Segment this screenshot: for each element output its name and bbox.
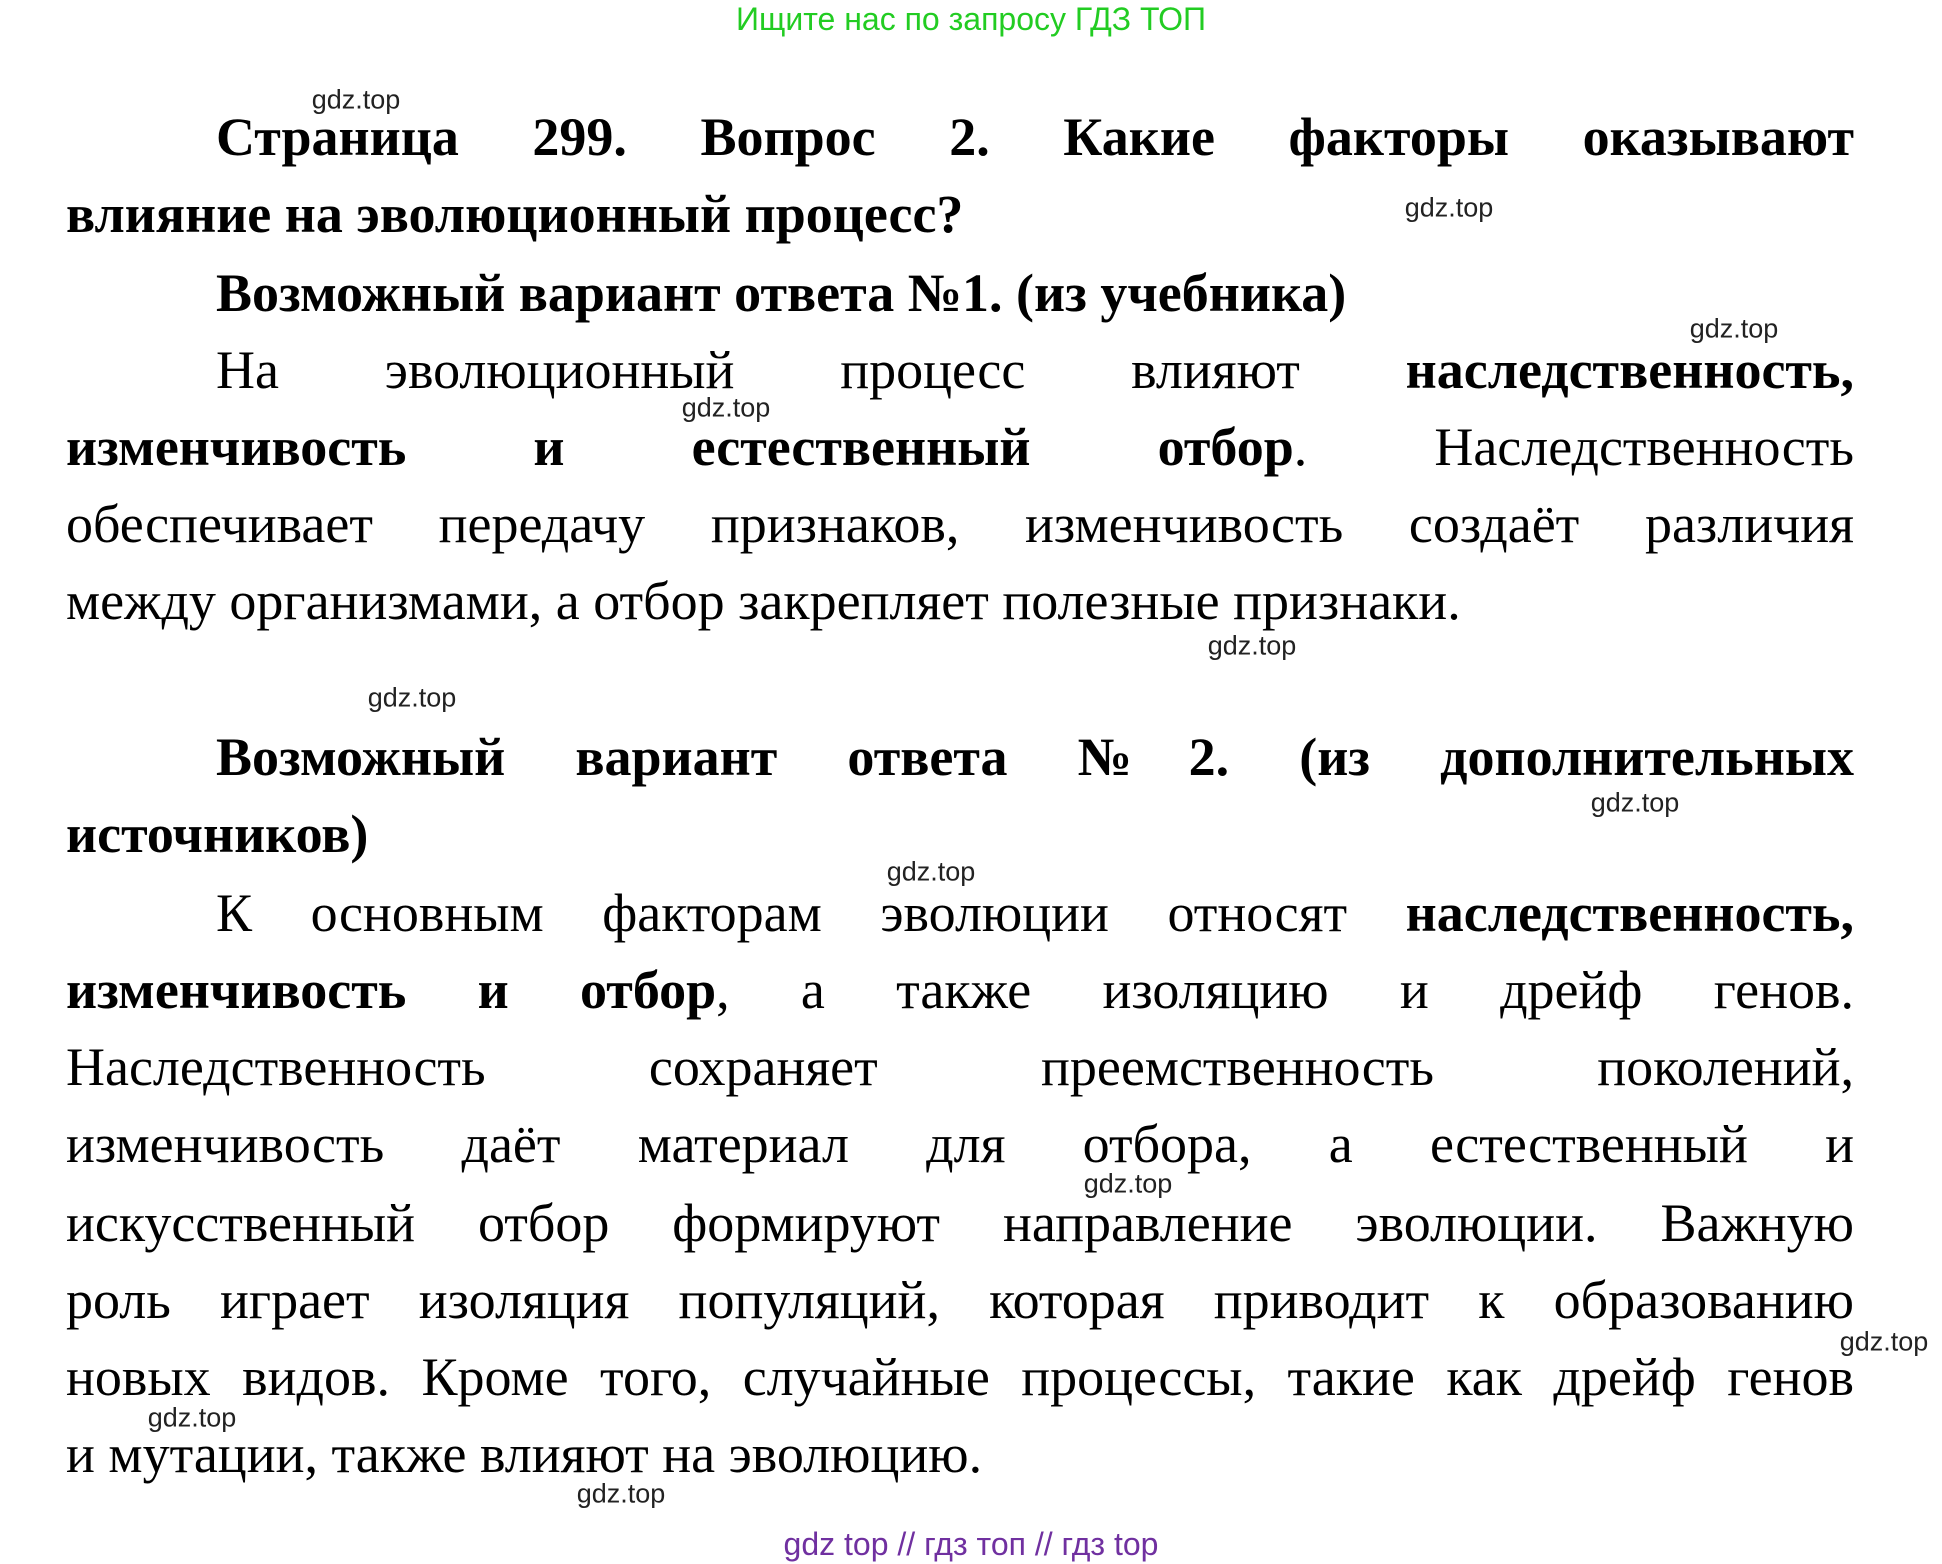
gdz-watermark: gdz.top (1590, 787, 1680, 818)
gdz-watermark: gdz.top (1404, 192, 1494, 223)
text: изменчивость даёт материал для отбора, а естественный и (66, 1114, 1854, 1174)
gdz-watermark: gdz.top (311, 84, 401, 115)
text-line (66, 408, 1854, 486)
text-line (216, 98, 1854, 176)
gdz-watermark: gdz.top (1689, 313, 1779, 344)
text: обеспечивает передачу признаков, изменчивость создаёт различия (66, 494, 1854, 554)
bold-text: наследственность, (1405, 340, 1854, 400)
text-line (66, 175, 1854, 253)
text-line (216, 874, 1854, 952)
bold-text: источников) (66, 804, 369, 864)
gdz-watermark: gdz.top (1839, 1326, 1929, 1357)
bold-text: изменчивость и естественный отбор (66, 417, 1294, 477)
text-line (66, 1028, 1854, 1106)
text-line (66, 1415, 1854, 1493)
text-line (66, 485, 1854, 563)
gdz-watermark: gdz.top (886, 856, 976, 887)
bold-text: Возможный вариант ответа №2. (из дополнительных (216, 727, 1854, 787)
text: между организмами, а отбор закрепляет полезные признаки. (66, 571, 1461, 631)
text-line (216, 718, 1854, 796)
text-line (66, 1261, 1854, 1339)
bold-text: наследственность, (1405, 883, 1854, 943)
text: На эволюционный процесс влияют (216, 340, 1406, 400)
gdz-watermark: gdz.top (147, 1402, 237, 1433)
text-line (66, 1105, 1854, 1183)
bold-text: Возможный вариант ответа №1. (из учебника) (216, 263, 1347, 323)
text: искусственный отбор формируют направление эволюции. Важную (66, 1193, 1854, 1253)
bold-text: Страница 299. Вопрос 2. Какие факторы оказывают (216, 107, 1854, 167)
text-line (66, 562, 1854, 640)
search-hint-banner: Ищите нас по запросу ГДЗ ТОП (736, 1, 1206, 37)
text-line (216, 254, 1854, 332)
text: и мутации, также влияют на эволюцию. (66, 1424, 983, 1484)
bold-text: влияние на эволюционный процесс? (66, 184, 964, 244)
text-line (66, 1184, 1854, 1262)
gdz-watermark: gdz.top (1207, 630, 1297, 661)
gdz-watermark: gdz.top (576, 1478, 666, 1509)
bold-text: изменчивость и отбор (66, 960, 717, 1020)
text-line (66, 1338, 1854, 1416)
text: роль играет изоляция популяций, которая приводит к образованию (66, 1270, 1854, 1330)
gdz-watermark: gdz.top (1083, 1168, 1173, 1199)
text: , а также изоляцию и дрейф генов. (716, 960, 1854, 1020)
text-line (66, 951, 1854, 1029)
text: новых видов. Кроме того, случайные процессы, такие как дрейф генов (66, 1347, 1854, 1407)
text-line (216, 331, 1854, 409)
gdz-watermark: gdz.top (367, 682, 457, 713)
text: . Наследственность (1293, 417, 1854, 477)
footer-watermark: gdz top // гдз топ // гдз top (783, 1526, 1159, 1562)
text: Наследственность сохраняет преемственность поколений, (66, 1037, 1854, 1097)
gdz-watermark: gdz.top (681, 392, 771, 423)
text: К основным факторам эволюции относят (216, 883, 1406, 943)
